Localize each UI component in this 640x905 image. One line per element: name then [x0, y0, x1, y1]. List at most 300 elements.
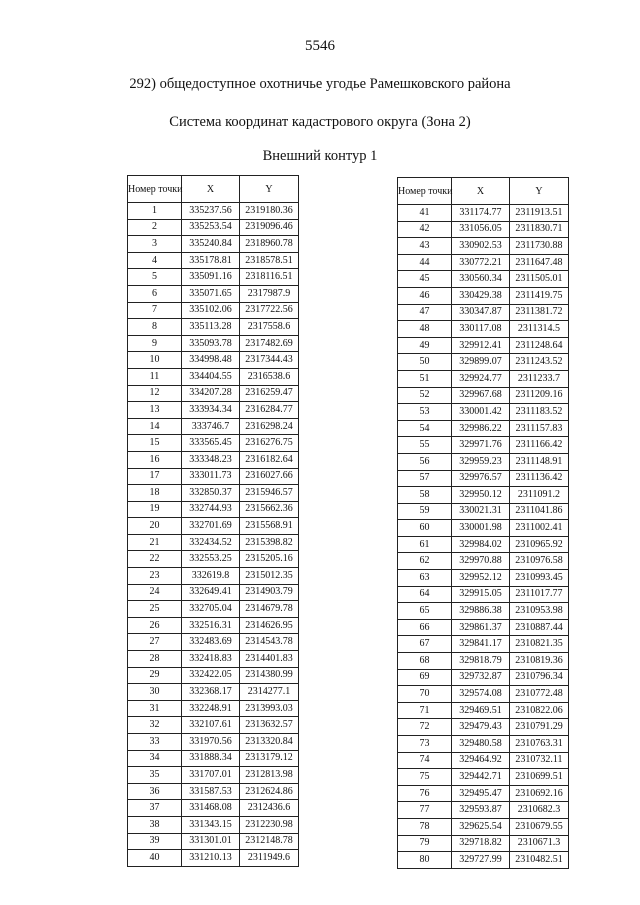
point-number-cell: 24 [128, 584, 182, 601]
header-x: X [452, 178, 510, 205]
x-cell: 332850.37 [182, 485, 240, 502]
y-cell: 2310679.55 [510, 818, 569, 835]
table-row [128, 750, 299, 767]
table-row [128, 700, 299, 717]
table-row [398, 736, 569, 753]
x-cell: 329442.71 [452, 769, 510, 786]
table-row [398, 686, 569, 703]
point-number-cell: 37 [128, 800, 182, 817]
table-row [128, 485, 299, 502]
table-row [398, 818, 569, 835]
x-cell: 331587.53 [182, 783, 240, 800]
point-number-cell: 51 [398, 370, 452, 387]
y-cell: 2311166.42 [510, 437, 569, 454]
point-number-cell: 3 [128, 236, 182, 253]
x-cell: 335093.78 [182, 335, 240, 352]
point-number-cell: 19 [128, 501, 182, 518]
point-number-cell: 66 [398, 619, 452, 636]
point-number-cell: 49 [398, 337, 452, 354]
y-cell: 2315568.91 [240, 518, 299, 535]
table-row [128, 269, 299, 286]
point-number-cell: 48 [398, 321, 452, 338]
x-cell: 329984.02 [452, 536, 510, 553]
header-point-number: Номер точки [128, 176, 182, 203]
y-cell: 2311949.6 [240, 850, 299, 867]
table-row [398, 520, 569, 537]
x-cell: 330347.87 [452, 304, 510, 321]
table-row [398, 769, 569, 786]
document-title: 292) общедоступное охотничье угодье Рамешковского района [129, 76, 511, 92]
y-cell: 2310965.92 [510, 536, 569, 553]
point-number-cell: 64 [398, 586, 452, 603]
x-cell: 329464.92 [452, 752, 510, 769]
coordinates-table-right-body [398, 205, 569, 869]
point-number-cell: 1 [128, 203, 182, 220]
point-number-cell: 26 [128, 617, 182, 634]
table-row [128, 634, 299, 651]
y-cell: 2317987.9 [240, 285, 299, 302]
point-number-cell: 55 [398, 437, 452, 454]
y-cell: 2317344.43 [240, 352, 299, 369]
table-row [128, 833, 299, 850]
y-cell: 2315946.57 [240, 485, 299, 502]
point-number-cell: 2 [128, 219, 182, 236]
x-cell: 334404.55 [182, 368, 240, 385]
y-cell: 2312148.78 [240, 833, 299, 850]
table-row [398, 404, 569, 421]
y-cell: 2313993.03 [240, 700, 299, 717]
point-number-cell: 71 [398, 702, 452, 719]
point-number-cell: 56 [398, 453, 452, 470]
x-cell: 329574.08 [452, 686, 510, 703]
x-cell: 329970.88 [452, 553, 510, 570]
y-cell: 2314903.79 [240, 584, 299, 601]
table-row [398, 420, 569, 437]
x-cell: 332107.61 [182, 717, 240, 734]
table-row [128, 551, 299, 568]
table-row [128, 468, 299, 485]
y-cell: 2311248.64 [510, 337, 569, 354]
y-cell: 2316284.77 [240, 402, 299, 419]
x-cell: 332553.25 [182, 551, 240, 568]
table-row [128, 285, 299, 302]
table-row [128, 734, 299, 751]
table-row [128, 402, 299, 419]
x-cell: 329861.37 [452, 619, 510, 636]
table-row [128, 601, 299, 618]
x-cell: 329971.76 [452, 437, 510, 454]
point-number-cell: 73 [398, 736, 452, 753]
y-cell: 2314543.78 [240, 634, 299, 651]
point-number-cell: 80 [398, 852, 452, 869]
table-row [398, 370, 569, 387]
x-cell: 332705.04 [182, 601, 240, 618]
x-cell: 330560.34 [452, 271, 510, 288]
y-cell: 2310732.11 [510, 752, 569, 769]
table-row [128, 783, 299, 800]
y-cell: 2317722.56 [240, 302, 299, 319]
point-number-cell: 36 [128, 783, 182, 800]
point-number-cell: 45 [398, 271, 452, 288]
point-number-cell: 13 [128, 402, 182, 419]
y-cell: 2312230.98 [240, 816, 299, 833]
table-row [398, 586, 569, 603]
y-cell: 2318960.78 [240, 236, 299, 253]
point-number-cell: 30 [128, 684, 182, 701]
point-number-cell: 42 [398, 221, 452, 238]
point-number-cell: 28 [128, 651, 182, 668]
y-cell: 2311730.88 [510, 238, 569, 255]
table-row [398, 503, 569, 520]
x-cell: 332701.69 [182, 518, 240, 535]
x-cell: 333746.7 [182, 418, 240, 435]
table-row [128, 667, 299, 684]
point-number-cell: 76 [398, 785, 452, 802]
y-cell: 2310819.36 [510, 653, 569, 670]
x-cell: 332434.52 [182, 534, 240, 551]
coordinates-table-left-body [128, 203, 299, 867]
x-cell: 329950.12 [452, 487, 510, 504]
x-cell: 329886.38 [452, 603, 510, 620]
table-row [398, 487, 569, 504]
y-cell: 2310682.3 [510, 802, 569, 819]
point-number-cell: 33 [128, 734, 182, 751]
x-cell: 330772.21 [452, 254, 510, 271]
table-row [398, 221, 569, 238]
y-cell: 2311148.91 [510, 453, 569, 470]
y-cell: 2312624.86 [240, 783, 299, 800]
point-number-cell: 32 [128, 717, 182, 734]
x-cell: 329732.87 [452, 669, 510, 686]
x-cell: 330001.98 [452, 520, 510, 537]
y-cell: 2311041.86 [510, 503, 569, 520]
coordinate-system-subtitle: Система координат кадастрового округа (Зона 2) [169, 114, 471, 130]
x-cell: 330117.08 [452, 321, 510, 338]
table-row [398, 337, 569, 354]
x-cell: 335253.54 [182, 219, 240, 236]
table-row [398, 619, 569, 636]
point-number-cell: 75 [398, 769, 452, 786]
point-number-cell: 72 [398, 719, 452, 736]
table-row [398, 669, 569, 686]
point-number-cell: 20 [128, 518, 182, 535]
table-row [128, 684, 299, 701]
point-number-cell: 70 [398, 686, 452, 703]
point-number-cell: 52 [398, 387, 452, 404]
point-number-cell: 11 [128, 368, 182, 385]
table-row [128, 850, 299, 867]
table-row [128, 203, 299, 220]
point-number-cell: 43 [398, 238, 452, 255]
x-cell: 329625.54 [452, 818, 510, 835]
y-cell: 2311647.48 [510, 254, 569, 271]
y-cell: 2311183.52 [510, 404, 569, 421]
point-number-cell: 46 [398, 287, 452, 304]
x-cell: 334207.28 [182, 385, 240, 402]
table-row [398, 287, 569, 304]
x-cell: 331707.01 [182, 767, 240, 784]
x-cell: 329818.79 [452, 653, 510, 670]
point-number-cell: 16 [128, 451, 182, 468]
x-cell: 335178.81 [182, 252, 240, 269]
table-row [128, 368, 299, 385]
y-cell: 2310953.98 [510, 603, 569, 620]
y-cell: 2310482.51 [510, 852, 569, 869]
table-row [398, 835, 569, 852]
table-row [128, 435, 299, 452]
x-cell: 329480.58 [452, 736, 510, 753]
y-cell: 2310671.3 [510, 835, 569, 852]
x-cell: 335113.28 [182, 319, 240, 336]
header-point-number: Номер точки [398, 178, 452, 205]
header-y: Y [510, 178, 569, 205]
x-cell: 332422.05 [182, 667, 240, 684]
x-cell: 329593.87 [452, 802, 510, 819]
coordinates-table-right [397, 177, 569, 869]
table-row [128, 816, 299, 833]
x-cell: 335071.65 [182, 285, 240, 302]
x-cell: 329986.22 [452, 420, 510, 437]
header-y: Y [240, 176, 299, 203]
point-number-cell: 38 [128, 816, 182, 833]
x-cell: 334998.48 [182, 352, 240, 369]
table-row [128, 335, 299, 352]
table-row [398, 636, 569, 653]
x-cell: 332516.31 [182, 617, 240, 634]
y-cell: 2311830.71 [510, 221, 569, 238]
y-cell: 2314626.95 [240, 617, 299, 634]
y-cell: 2316182.64 [240, 451, 299, 468]
y-cell: 2316276.75 [240, 435, 299, 452]
point-number-cell: 4 [128, 252, 182, 269]
y-cell: 2313179.12 [240, 750, 299, 767]
y-cell: 2318578.51 [240, 252, 299, 269]
y-cell: 2314679.78 [240, 601, 299, 618]
x-cell: 335237.56 [182, 203, 240, 220]
table-row [398, 321, 569, 338]
x-cell: 332368.17 [182, 684, 240, 701]
y-cell: 2311209.16 [510, 387, 569, 404]
x-cell: 330902.53 [452, 238, 510, 255]
point-number-cell: 68 [398, 653, 452, 670]
y-cell: 2311233.7 [510, 370, 569, 387]
table-row [398, 271, 569, 288]
y-cell: 2310993.45 [510, 570, 569, 587]
y-cell: 2310699.51 [510, 769, 569, 786]
x-cell: 329952.12 [452, 570, 510, 587]
x-cell: 331468.08 [182, 800, 240, 817]
x-cell: 329899.07 [452, 354, 510, 371]
point-number-cell: 8 [128, 319, 182, 336]
x-cell: 329924.77 [452, 370, 510, 387]
y-cell: 2310692.16 [510, 785, 569, 802]
y-cell: 2314277.1 [240, 684, 299, 701]
x-cell: 332649.41 [182, 584, 240, 601]
point-number-cell: 31 [128, 700, 182, 717]
table-row [398, 752, 569, 769]
point-number-cell: 17 [128, 468, 182, 485]
table-row [128, 717, 299, 734]
x-cell: 329959.23 [452, 453, 510, 470]
point-number-cell: 79 [398, 835, 452, 852]
point-number-cell: 60 [398, 520, 452, 537]
page-number: 5546 [305, 38, 335, 54]
point-number-cell: 27 [128, 634, 182, 651]
x-cell: 331174.77 [452, 205, 510, 222]
table-row [128, 617, 299, 634]
table-row [398, 603, 569, 620]
y-cell: 2311017.77 [510, 586, 569, 603]
y-cell: 2312436.6 [240, 800, 299, 817]
table-row [128, 800, 299, 817]
y-cell: 2319096.46 [240, 219, 299, 236]
x-cell: 333565.45 [182, 435, 240, 452]
x-cell: 332483.69 [182, 634, 240, 651]
y-cell: 2316298.24 [240, 418, 299, 435]
point-number-cell: 59 [398, 503, 452, 520]
point-number-cell: 65 [398, 603, 452, 620]
x-cell: 329479.43 [452, 719, 510, 736]
x-cell: 333011.73 [182, 468, 240, 485]
point-number-cell: 21 [128, 534, 182, 551]
point-number-cell: 15 [128, 435, 182, 452]
y-cell: 2310887.44 [510, 619, 569, 636]
point-number-cell: 61 [398, 536, 452, 553]
y-cell: 2316259.47 [240, 385, 299, 402]
point-number-cell: 35 [128, 767, 182, 784]
table-row [398, 802, 569, 819]
x-cell: 329469.51 [452, 702, 510, 719]
x-cell: 332619.8 [182, 568, 240, 585]
point-number-cell: 57 [398, 470, 452, 487]
table-row [128, 584, 299, 601]
table-row [128, 418, 299, 435]
x-cell: 335102.06 [182, 302, 240, 319]
header-x: X [182, 176, 240, 203]
table-row [128, 568, 299, 585]
y-cell: 2311091.2 [510, 487, 569, 504]
x-cell: 329912.41 [452, 337, 510, 354]
y-cell: 2317558.6 [240, 319, 299, 336]
table-row [398, 387, 569, 404]
point-number-cell: 78 [398, 818, 452, 835]
x-cell: 329727.99 [452, 852, 510, 869]
x-cell: 329495.47 [452, 785, 510, 802]
table-row [128, 302, 299, 319]
table-row [398, 205, 569, 222]
table-row [128, 385, 299, 402]
y-cell: 2316538.6 [240, 368, 299, 385]
y-cell: 2310763.31 [510, 736, 569, 753]
y-cell: 2315398.82 [240, 534, 299, 551]
y-cell: 2317482.69 [240, 335, 299, 352]
y-cell: 2315662.36 [240, 501, 299, 518]
x-cell: 332744.93 [182, 501, 240, 518]
point-number-cell: 40 [128, 850, 182, 867]
point-number-cell: 62 [398, 553, 452, 570]
point-number-cell: 54 [398, 420, 452, 437]
x-cell: 333934.34 [182, 402, 240, 419]
table-row [398, 553, 569, 570]
y-cell: 2313320.84 [240, 734, 299, 751]
table-row [398, 653, 569, 670]
point-number-cell: 25 [128, 601, 182, 618]
y-cell: 2310796.34 [510, 669, 569, 686]
table-row [128, 518, 299, 535]
point-number-cell: 39 [128, 833, 182, 850]
contour-heading: Внешний контур 1 [262, 148, 378, 164]
table-row [128, 236, 299, 253]
y-cell: 2311913.51 [510, 205, 569, 222]
x-cell: 331888.34 [182, 750, 240, 767]
table-row [398, 453, 569, 470]
table-row [398, 470, 569, 487]
table-row [398, 785, 569, 802]
table-row [128, 767, 299, 784]
table-row [128, 352, 299, 369]
point-number-cell: 10 [128, 352, 182, 369]
point-number-cell: 77 [398, 802, 452, 819]
point-number-cell: 74 [398, 752, 452, 769]
point-number-cell: 29 [128, 667, 182, 684]
x-cell: 330021.31 [452, 503, 510, 520]
y-cell: 2315205.16 [240, 551, 299, 568]
y-cell: 2310791.29 [510, 719, 569, 736]
point-number-cell: 23 [128, 568, 182, 585]
y-cell: 2312813.98 [240, 767, 299, 784]
point-number-cell: 9 [128, 335, 182, 352]
point-number-cell: 22 [128, 551, 182, 568]
y-cell: 2311381.72 [510, 304, 569, 321]
x-cell: 335091.16 [182, 269, 240, 286]
coordinates-table-left [127, 175, 299, 867]
x-cell: 331970.56 [182, 734, 240, 751]
point-number-cell: 53 [398, 404, 452, 421]
x-cell: 332248.91 [182, 700, 240, 717]
table-header-row [398, 178, 569, 205]
y-cell: 2310976.58 [510, 553, 569, 570]
y-cell: 2310821.35 [510, 636, 569, 653]
y-cell: 2314380.99 [240, 667, 299, 684]
point-number-cell: 34 [128, 750, 182, 767]
table-row [128, 651, 299, 668]
point-number-cell: 63 [398, 570, 452, 587]
table-row [398, 852, 569, 869]
point-number-cell: 5 [128, 269, 182, 286]
y-cell: 2316027.66 [240, 468, 299, 485]
point-number-cell: 18 [128, 485, 182, 502]
table-row [398, 437, 569, 454]
x-cell: 329976.57 [452, 470, 510, 487]
x-cell: 329841.17 [452, 636, 510, 653]
point-number-cell: 58 [398, 487, 452, 504]
point-number-cell: 50 [398, 354, 452, 371]
table-row [128, 219, 299, 236]
table-row [398, 702, 569, 719]
table-row [398, 570, 569, 587]
point-number-cell: 41 [398, 205, 452, 222]
table-row [128, 319, 299, 336]
table-row [128, 534, 299, 551]
y-cell: 2311419.75 [510, 287, 569, 304]
point-number-cell: 44 [398, 254, 452, 271]
table-row [398, 536, 569, 553]
y-cell: 2311157.83 [510, 420, 569, 437]
x-cell: 335240.84 [182, 236, 240, 253]
point-number-cell: 7 [128, 302, 182, 319]
table-row [128, 501, 299, 518]
y-cell: 2311243.52 [510, 354, 569, 371]
